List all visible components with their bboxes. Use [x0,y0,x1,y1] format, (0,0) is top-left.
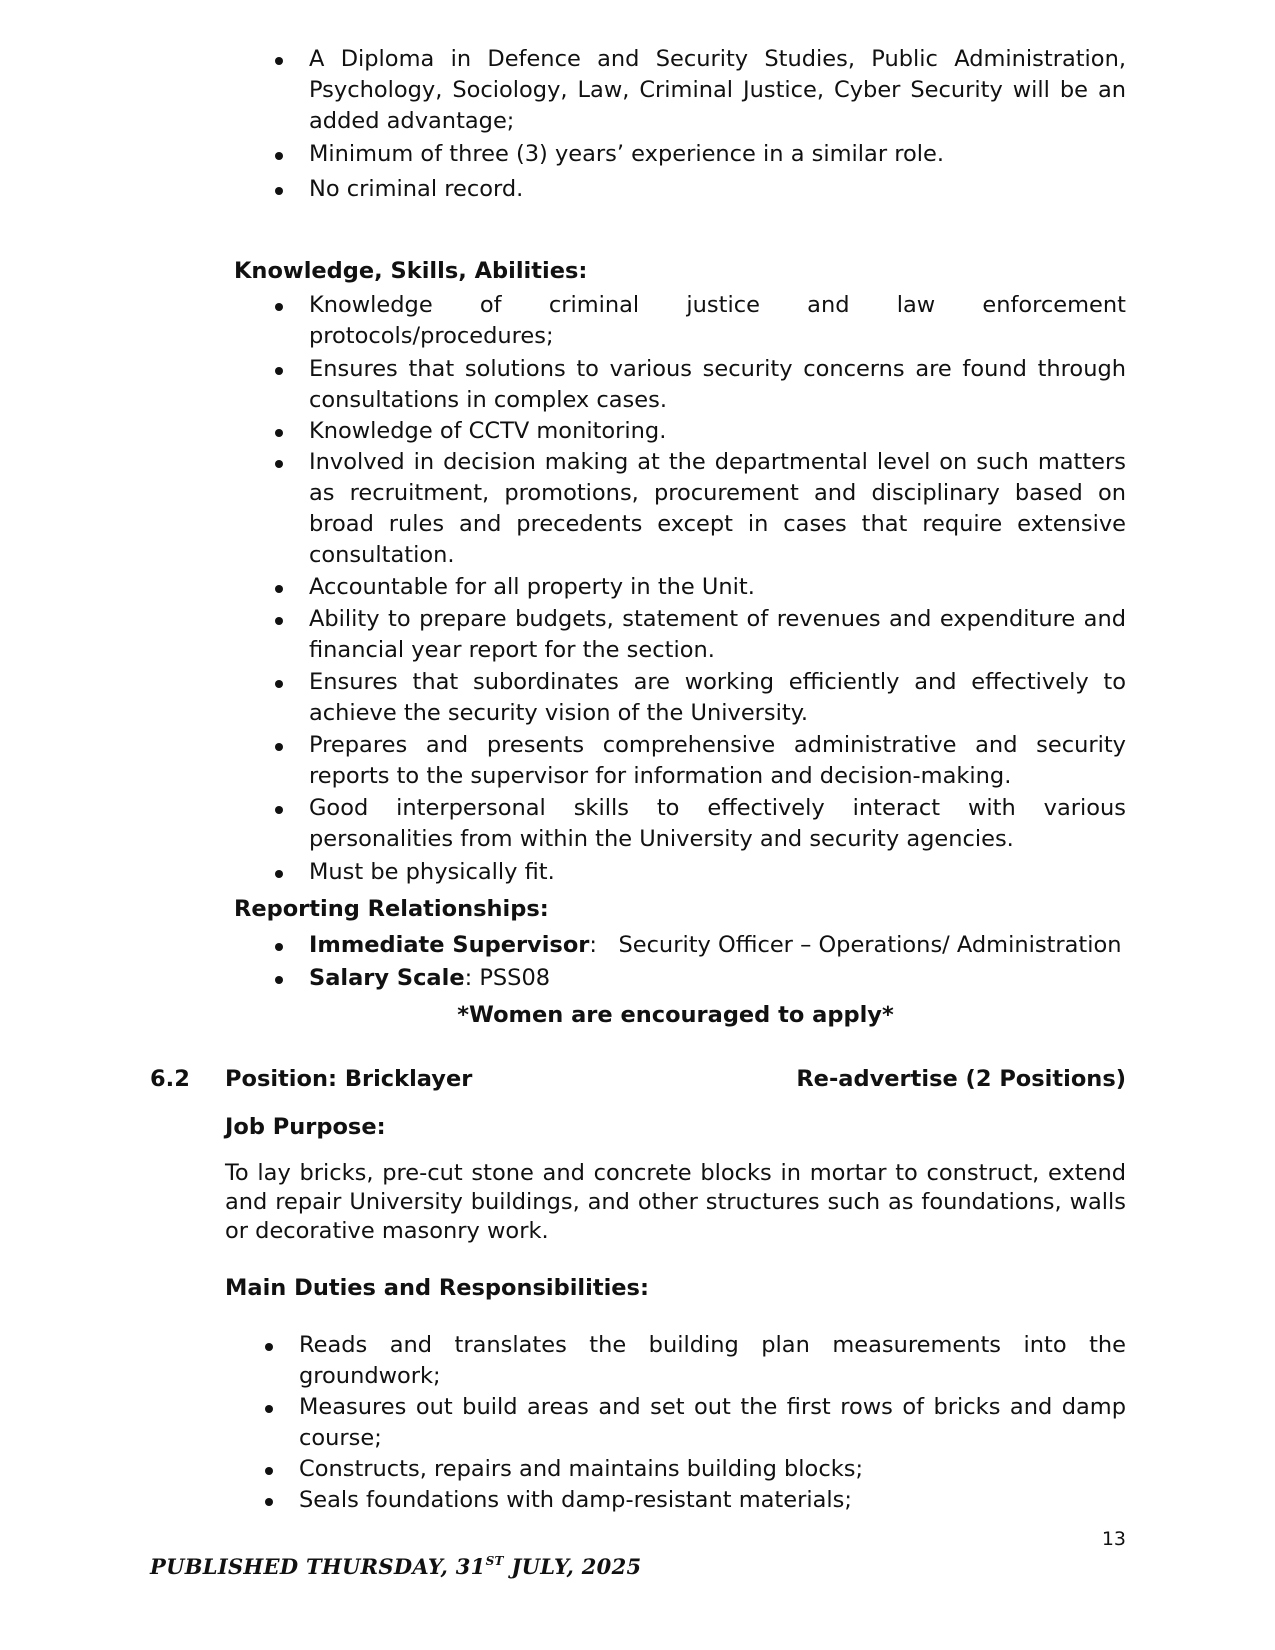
list-item: Reads and translates the building plan measurements into the groundwork; [299,1330,1126,1392]
footer-ordinal: ST [485,1554,504,1568]
list-item: Good interpersonal skills to effectively interact with various personalities from within the University and security agencies. [309,793,1126,855]
list-item: Minimum of three (3) years’ experience in a similar role. [309,139,1126,170]
duties-heading: Main Duties and Responsibilities: [225,1275,649,1301]
list-item: Knowledge of CCTV monitoring. [309,416,1126,447]
list-item: Ability to prepare budgets, statement of revenues and expenditure and financial year report for the section. [309,604,1126,666]
footer-prefix: PUBLISHED THURSDAY, 31 [150,1554,486,1579]
list-item: Must be physically fit. [309,857,1126,888]
list-item: A Diploma in Defence and Security Studies, Public Administration, Psychology, Sociology, Law, Criminal Justice, Cyber Security will be an added advantage; [309,44,1126,137]
position-number: 6.2 [150,1066,190,1092]
job-purpose-heading: Job Purpose: [225,1114,386,1140]
position-status: Re-advertise (2 Positions) [796,1066,1126,1092]
job-purpose-text: To lay bricks, pre-cut stone and concrete blocks in mortar to construct, extend and repair University buildings, and other structures such as foundations, walls or decorative masonry work. [225,1160,1126,1244]
list-item: Prepares and presents comprehensive administrative and security reports to the supervisor for information and decision-making. [309,730,1126,792]
reporting-list [309,930,1126,994]
salary-value: PSS08 [479,965,551,991]
footer-published-date [150,1554,641,1579]
footer-suffix: JULY, 2025 [503,1554,642,1579]
list-item: Knowledge of criminal justice and law enforcement protocols/procedures; [309,290,1126,352]
ksa-list [309,290,1126,888]
women-note: *Women are encouraged to apply* [457,1002,894,1028]
salary-label: Salary Scale [309,965,465,991]
list-item-salary [309,963,1126,994]
list-item: Measures out build areas and set out the first rows of bricks and damp course; [299,1392,1126,1454]
page-number: 13 [1101,1528,1126,1550]
list-item: Accountable for all property in the Unit. [309,572,1126,603]
reporting-heading: Reporting Relationships: [234,896,549,922]
supervisor-separator: : [589,932,619,958]
list-item: Ensures that solutions to various security concerns are found through consultations in complex cases. [309,354,1126,416]
list-item: Involved in decision making at the departmental level on such matters as recruitment, promotions, procurement and disciplinary based on broad rules and precedents except in cases that require extensive consultation. [309,447,1126,571]
list-item: Seals foundations with damp-resistant materials; [299,1485,1126,1516]
position-title: Position: Bricklayer [225,1066,473,1092]
salary-separator: : [464,965,480,991]
duties-list [299,1330,1126,1516]
list-item: Constructs, repairs and maintains building blocks; [299,1454,1126,1485]
supervisor-value: Security Officer – Operations/ Administration [618,932,1122,958]
list-item-supervisor [309,930,1126,961]
qualifications-list [309,44,1126,205]
list-item: Ensures that subordinates are working efficiently and effectively to achieve the security vision of the University. [309,667,1126,729]
supervisor-label: Immediate Supervisor [309,932,590,958]
list-item: No criminal record. [309,174,1126,205]
ksa-heading: Knowledge, Skills, Abilities: [234,258,588,284]
